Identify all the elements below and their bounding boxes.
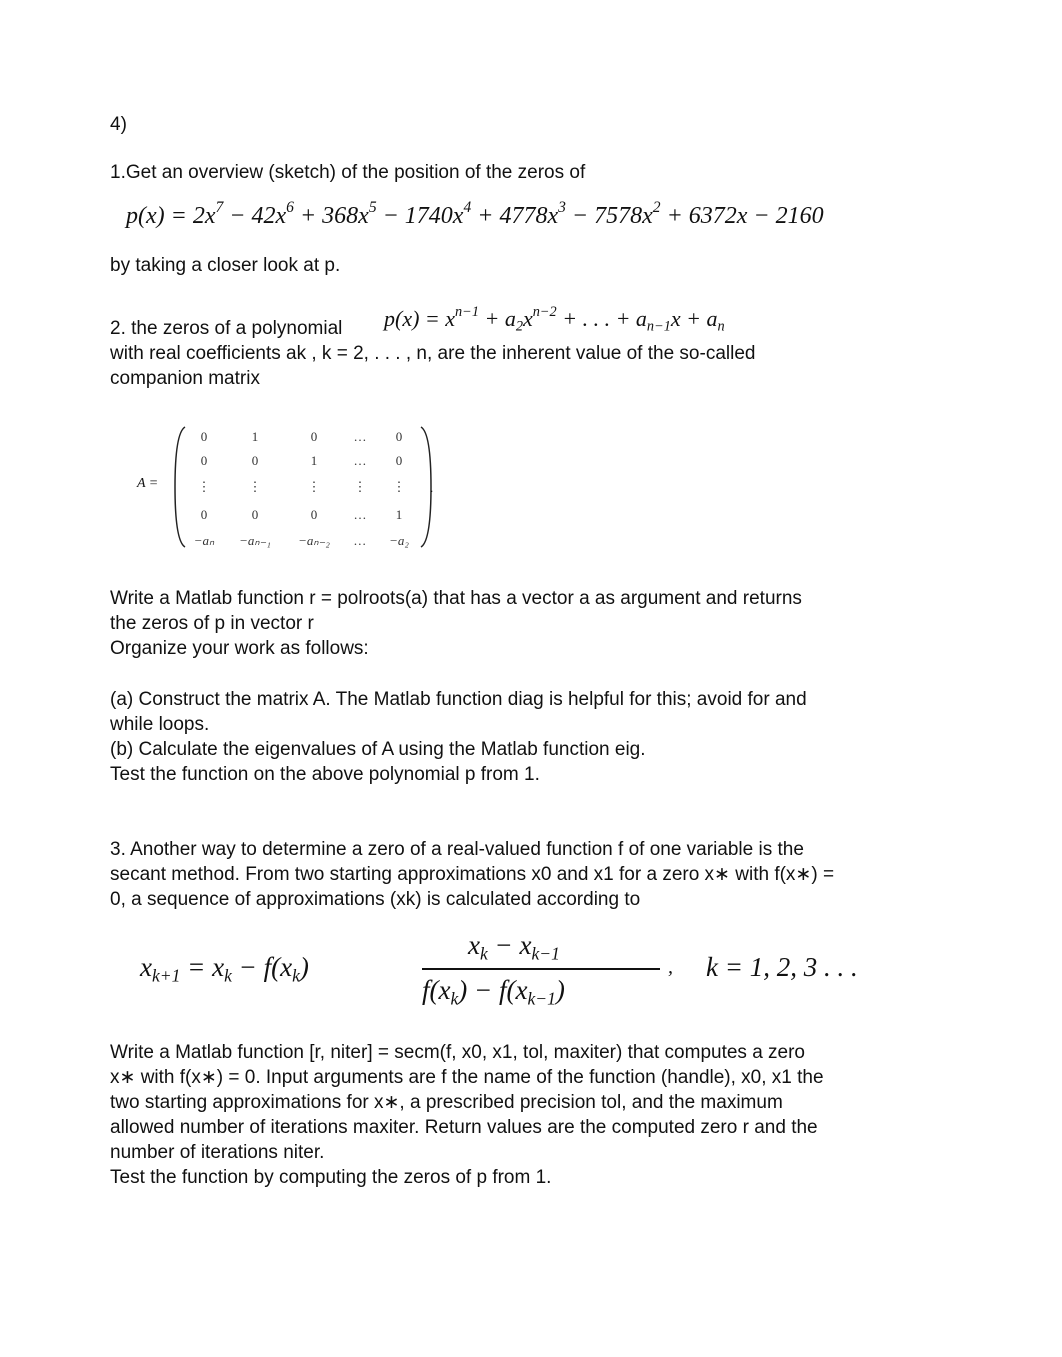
- q2-test: Test the function on the above polynomial p from 1.: [110, 764, 540, 785]
- f-sub: k+1: [151, 965, 181, 986]
- matrix-cell: 1: [395, 507, 403, 522]
- matrix-period: .: [430, 481, 434, 495]
- q3-line2: secant method. From two starting approximations x0 and x1 for a zero x∗ with f(x∗) =: [110, 864, 835, 885]
- matrix-cell: …: [353, 429, 367, 444]
- q2-part-a-line2: while loops.: [110, 714, 210, 735]
- fraction-bar: [422, 968, 660, 970]
- f-part: − f(x: [231, 952, 293, 982]
- q2-task3: Organize your work as follows:: [110, 638, 369, 659]
- poly-exp: 7: [215, 199, 224, 217]
- poly-exp: 4: [463, 199, 472, 217]
- q3-write1: Write a Matlab function [r, niter] = secm(f, x0, x1, tol, maxiter) that computes a zero: [110, 1042, 806, 1063]
- f-sub: k: [224, 965, 232, 986]
- gp-sub: n−1: [646, 318, 671, 335]
- q2-general-polynomial: [384, 304, 725, 335]
- matrix-cell: 0: [395, 429, 403, 444]
- formula-left: [140, 952, 309, 986]
- poly-exp: 6: [286, 199, 294, 217]
- companion-matrix: [137, 423, 437, 551]
- formula-k-range: k = 1, 2, 3 . . .: [706, 952, 858, 982]
- matrix-cell: ⋮: [197, 479, 211, 494]
- formula-comma: ,: [668, 956, 673, 978]
- f-sub: k: [292, 965, 300, 986]
- q1-polynomial: [126, 199, 824, 230]
- poly-exp: 5: [368, 199, 377, 217]
- f-part: x: [468, 930, 480, 960]
- f-part: − x: [487, 930, 532, 960]
- gp-sub: n: [717, 318, 725, 335]
- matrix-label: A =: [137, 476, 159, 491]
- gp-exp: n−1: [455, 304, 479, 320]
- matrix-cell: …: [353, 453, 367, 468]
- f-sub: k: [450, 988, 459, 1009]
- q2-line3: companion matrix: [110, 368, 260, 389]
- q3-line3: 0, a sequence of approximations (xk) is calculated according to: [110, 889, 641, 910]
- f-sub: k: [479, 943, 488, 964]
- matrix-cell: 1: [251, 429, 259, 444]
- poly-term: − 1740x: [376, 203, 464, 229]
- poly-exp: 3: [558, 199, 566, 217]
- gp-part: x: [523, 306, 533, 331]
- q3-write3: two starting approximations for x∗, a prescribed precision tol, and the maximum: [110, 1092, 783, 1113]
- f-part: ) − f(x: [458, 975, 528, 1005]
- gp-part: p(x) = x: [384, 306, 456, 331]
- matrix-cell: 0: [200, 429, 208, 444]
- matrix-cell: −aₙ₋₂: [298, 533, 330, 548]
- matrix-cell: 0: [395, 453, 403, 468]
- q1-intro: 1.Get an overview (sketch) of the position of the zeros of: [110, 162, 586, 183]
- q3-write6: Test the function by computing the zeros of p from 1.: [110, 1167, 552, 1188]
- q3-line1: 3. Another way to determine a zero of a real-valued function f of one variable is the: [110, 839, 804, 860]
- poly-lhs: p(x) =: [126, 203, 193, 229]
- f-part: = x: [180, 952, 225, 982]
- poly-exp: 2: [652, 199, 661, 217]
- q2-task1: Write a Matlab function r = polroots(a) that has a vector a as argument and returns: [110, 588, 802, 609]
- formula-numerator: [468, 930, 560, 964]
- f-part: ): [299, 952, 309, 982]
- gp-sub: 2: [515, 318, 523, 335]
- f-part: f(x: [422, 975, 451, 1005]
- gp-part: + a: [478, 306, 516, 331]
- matrix-cell: ⋮: [392, 479, 406, 494]
- question-number: 4): [110, 114, 127, 135]
- q3-write5: number of iterations niter.: [110, 1142, 325, 1163]
- matrix-cell: 0: [200, 453, 208, 468]
- matrix-cell: 1: [310, 453, 318, 468]
- poly-term: + 368x: [293, 203, 369, 229]
- matrix-cell: 0: [251, 453, 259, 468]
- q2-part-b: (b) Calculate the eigenvalues of A using the Matlab function eig.: [110, 739, 646, 760]
- matrix-cell: ⋮: [307, 479, 321, 494]
- q2-line1: 2. the zeros of a polynomial: [110, 318, 343, 339]
- gp-part: + . . . + a: [556, 306, 647, 331]
- poly-term: + 6372x − 2160: [660, 203, 824, 229]
- poly-term: − 42x: [223, 203, 287, 229]
- matrix-cell: −aₙ₋₁: [239, 533, 271, 548]
- q3-write2: x∗ with f(x∗) = 0. Input arguments are f the name of the function (handle), x0, x1 the: [110, 1067, 824, 1088]
- q1-outro: by taking a closer look at p.: [110, 255, 341, 276]
- matrix-cell: −a₂: [389, 533, 409, 548]
- formula-denominator: [422, 975, 565, 1009]
- matrix-cell: −aₙ: [193, 533, 215, 548]
- poly-term: 2x: [192, 203, 216, 229]
- matrix-cell: 0: [200, 507, 208, 522]
- q2-task2: the zeros of p in vector r: [110, 613, 314, 634]
- matrix-cell: …: [353, 507, 367, 522]
- q3-write4: allowed number of iterations maxiter. Return values are the computed zero r and the: [110, 1117, 818, 1138]
- matrix-cell: 0: [310, 507, 318, 522]
- matrix-cell: ⋮: [353, 479, 367, 494]
- matrix-cell: ⋮: [248, 479, 262, 494]
- poly-term: + 4778x: [471, 203, 559, 229]
- f-part: ): [555, 975, 565, 1005]
- gp-exp: n−2: [532, 304, 557, 320]
- f-part: x: [140, 952, 152, 982]
- f-sub: k−1: [531, 943, 560, 964]
- matrix-cell: 0: [310, 429, 318, 444]
- f-sub: k−1: [527, 988, 556, 1009]
- matrix-cell: …: [354, 533, 366, 548]
- gp-part: x + a: [670, 306, 718, 331]
- q2-line2: with real coefficients ak , k = 2, . . . , n, are the inherent value of the so-called: [110, 343, 756, 364]
- q2-part-a-line1: (a) Construct the matrix A. The Matlab function diag is helpful for this; avoid for and: [110, 689, 807, 710]
- matrix-cell: 0: [251, 507, 259, 522]
- poly-term: − 7578x: [565, 203, 653, 229]
